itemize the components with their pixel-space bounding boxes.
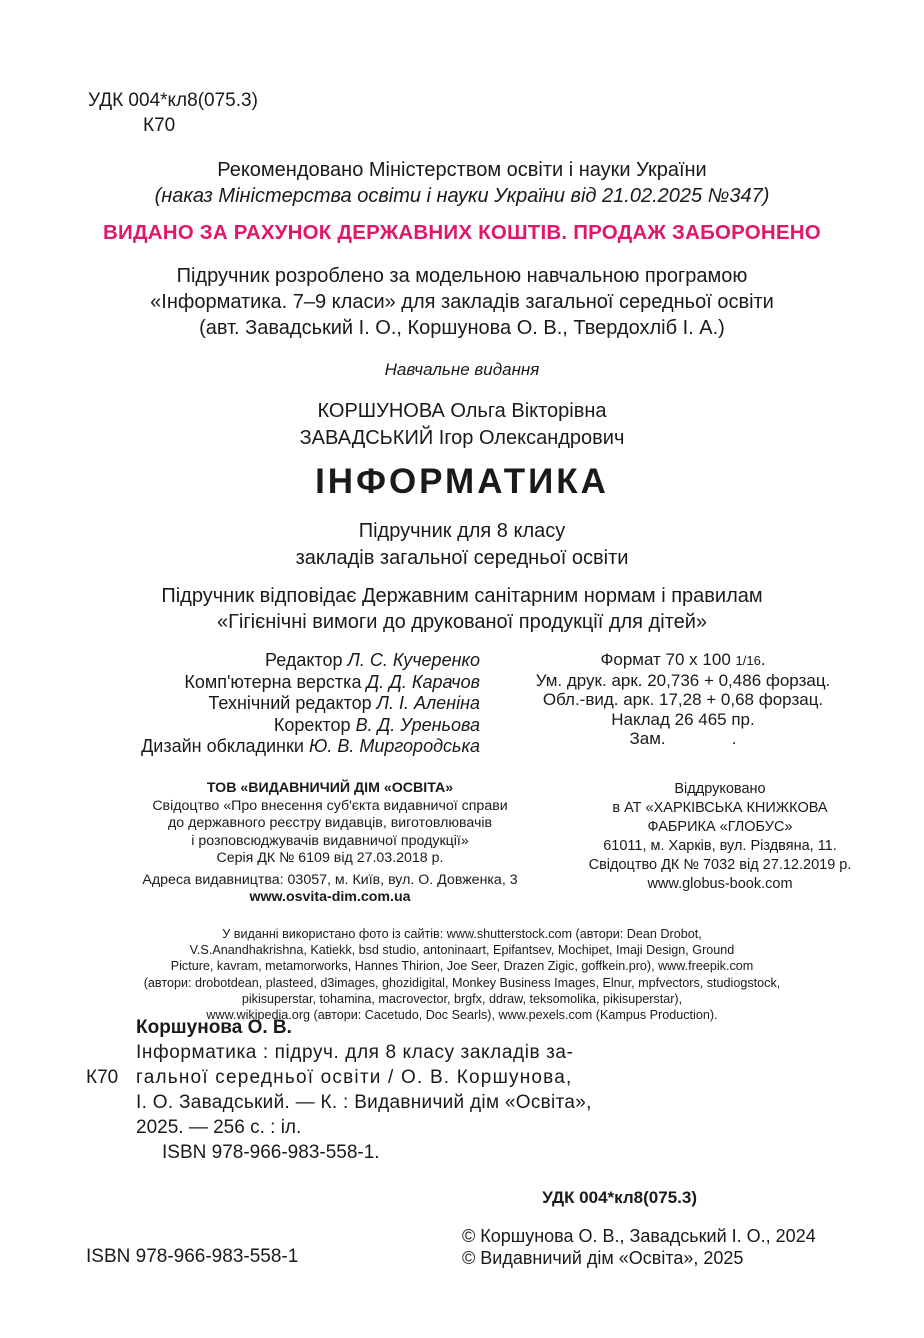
program-line-2: «Інформатика. 7–9 класи» для закладів загальної середньої освіти (150, 291, 774, 313)
recommendation-line: Рекомендовано Міністерством освіти і науки України (217, 159, 707, 181)
order-number: Зам. . (629, 729, 737, 748)
credits-line: pikisuperstar, tohamina, macrovector, brgfx, ddraw, teksomolika, pikisuperstar), (241, 991, 683, 1006)
catalog-description: гальної середньої освіти / О. В. Коршунова, (136, 1067, 573, 1088)
printer-cert: Свідоцтво ДК № 7032 від 27.12.2019 р. (588, 857, 852, 873)
hygiene-line: «Гігієнічні вимоги до друкованої продукції для дітей» (216, 611, 708, 633)
udk-code-top (88, 88, 258, 138)
printer-line: Віддруковано (674, 781, 766, 797)
program-info (0, 263, 924, 341)
print-format-info (508, 650, 858, 749)
staff-row: Редактор Л. С. Кучеренко (264, 650, 480, 670)
program-line-1: Підручник розроблено за модельною навчальною програмою (176, 265, 748, 287)
author-name: КОРШУНОВА Ольга Вікторівна (317, 400, 607, 422)
program-line-3: (авт. Завадський І. О., Коршунова О. В., Твердохліб І. А.) (199, 317, 725, 339)
publisher-info (70, 780, 590, 907)
publisher-website: www.osvita-dim.com.ua (249, 889, 411, 905)
catalog-isbn: ISBN 978-966-983-558-1. (162, 1142, 380, 1163)
catalog-description: Інформатика : підруч. для 8 класу закладів за- (136, 1042, 574, 1063)
book-title: ІНФОРМАТИКА (315, 462, 609, 501)
publication-sheets: Обл.-вид. арк. 17,28 + 0,68 форзац. (542, 690, 824, 709)
catalog-code: К70 (143, 115, 176, 136)
copyright (462, 1225, 816, 1269)
subtitle-line: Підручник для 8 класу (358, 520, 566, 542)
printer-line: ФАБРИКА «ГЛОБУС» (647, 819, 793, 835)
udk-line: УДК 004*кл8(075.3) (88, 90, 258, 111)
order-reference: (наказ Міністерства освіти і науки України від 21.02.2025 №347) (154, 185, 770, 207)
catalog-author: Коршунова О. В. (136, 1017, 292, 1038)
credits-line: V.S.Anandhakrishna, Katiekk, bsd studio, antoninaart, Epifantsev, Mochipet, Imaji Design, Ground (189, 943, 735, 958)
editorial-staff (141, 650, 480, 758)
credits-line: www.wikipedia.org (автори: Cacetudo, Doc Searls), www.pexels.com (Kampus Production). (206, 1008, 718, 1023)
staff-row: Комп'ютерна верстка Д. Д. Карачов (184, 671, 480, 692)
hygiene-compliance (0, 583, 924, 635)
printer-info (540, 780, 900, 894)
ministry-recommendation (0, 157, 924, 209)
publisher-cert: і розповсюджувачів видавничої продукції» (191, 832, 469, 849)
isbn: ISBN 978-966-983-558-1 (86, 1246, 299, 1267)
catalog-description: І. О. Завадський. — К. : Видавничий дім «Освіта», (136, 1092, 592, 1113)
printer-line: в АТ «ХАРКІВСЬКА КНИЖКОВА (612, 800, 828, 816)
credits-line: У виданні використано фото із сайтів: www.shutterstock.com (автори: Dean Drobot, (222, 927, 702, 941)
publisher-series: Серія ДК № 6109 від 27.03.2018 р. (216, 850, 444, 866)
catalog-record (86, 1015, 696, 1165)
authors (0, 398, 924, 452)
publisher-cert: Свідоцтво «Про внесення суб'єкта видавничої справи (152, 797, 508, 814)
author-name: ЗАВАДСЬКИЙ Ігор Олександрович (299, 427, 625, 449)
book-subtitle (0, 518, 924, 572)
printer-address: 61011, м. Харків, вул. Різдвяна, 11. (603, 838, 837, 854)
credits-line: Picture, kavram, metamorworks, Hannes Thirion, Joe Seer, Drazen Zigic, goffkein.pro), www.freepik.com (170, 959, 754, 974)
photo-credits (60, 926, 864, 1023)
edition-type: Навчальне видання (384, 360, 540, 379)
subtitle-line: закладів загальної середньої освіти (295, 547, 629, 569)
credits-line: (автори: drobotdean, plasteed, d3images, ghozidigital, Monkey Business Images, Elnur, mpfvectors, studiogstock, (143, 975, 781, 990)
staff-row: Дизайн обкладинки Ю. В. Миргородська (141, 736, 480, 756)
publisher-cert: до державного реєстру видавців, виготовлювачів (167, 815, 493, 831)
copyright-line: © Видавничий дім «Освіта», 2025 (462, 1248, 744, 1268)
udk-code-bottom: УДК 004*кл8(075.3) (542, 1188, 697, 1207)
print-sheets: Ум. друк. арк. 20,736 + 0,486 форзац. (535, 670, 831, 690)
catalog-description: 2025. — 256 с. : іл. (136, 1117, 302, 1138)
publisher-address: Адреса видавництва: 03057, м. Київ, вул. О. Довженка, 3 (142, 871, 518, 888)
staff-row: Технічний редактор Л. І. Аленіна (208, 693, 480, 713)
hygiene-line: Підручник відповідає Державним санітарним нормам і правилам (161, 585, 763, 607)
catalog-code: К70 (86, 1067, 119, 1088)
state-funded-notice: ВИДАНО ЗА РАХУНОК ДЕРЖАВНИХ КОШТІВ. ПРОДАЖ ЗАБОРОНЕНО (103, 221, 821, 244)
format-line: Формат 70 х 100 1/16. (600, 650, 766, 669)
circulation: Наклад 26 465 пр. (611, 709, 755, 729)
publisher-name: ТОВ «ВИДАВНИЧИЙ ДІМ «ОСВІТА» (206, 780, 454, 796)
printer-website: www.globus-book.com (647, 876, 793, 892)
copyright-line: © Коршунова О. В., Завадський І. О., 2024 (462, 1226, 816, 1246)
staff-row: Коректор В. Д. Уреньова (273, 714, 480, 735)
